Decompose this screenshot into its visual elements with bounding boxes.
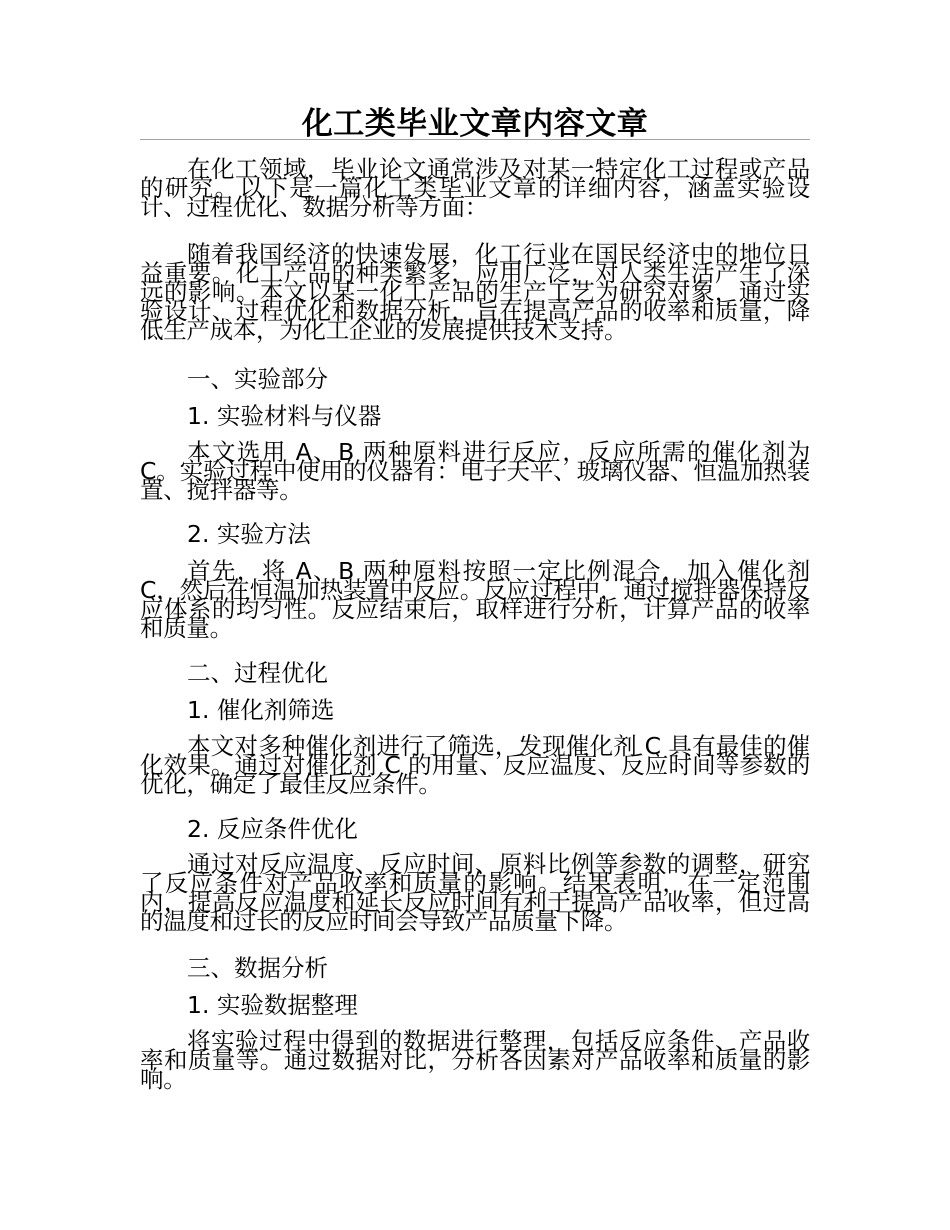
subheading-conditions: 2. 反应条件优化	[187, 815, 358, 843]
title-divider	[140, 139, 810, 140]
subheading-materials: 1. 实验材料与仪器	[187, 402, 382, 430]
materials-paragraph: 本文选用 A、B 两种原料进行反应，反应所需的催化剂为 C。实验过程中使用的仪器有：电子天平、玻璃仪器、恒温加热装置、搅拌器等。	[140, 438, 810, 504]
method-paragraph: 首先，将 A、B 两种原料按照一定比例混合，加入催化剂 C，然后在恒温加热装置中反应。反应过程中，通过搅拌器保持反应体系的均匀性。反应结束后，取样进行分析，计算产品的收率和质量。	[140, 557, 810, 642]
data-paragraph: 将实验过程中得到的数据进行整理，包括反应条件、产品收率和质量等。通过数据对比，分析各因素对产品收率和质量的影响。	[140, 1027, 810, 1093]
section-heading-optimization: 二、过程优化	[187, 659, 328, 687]
subheading-catalyst: 1. 催化剂筛选	[187, 696, 335, 724]
document-title: 化工类毕业文章内容文章	[301, 106, 649, 142]
intro-paragraph: 在化工领域，毕业论文通常涉及对某一特定化工过程或产品的研究。以下是一篇化工类毕业文章的详细内容，涵盖实验设计、过程优化、数据分析等方面：	[140, 155, 810, 221]
subheading-method: 2. 实验方法	[187, 520, 311, 548]
conditions-paragraph: 通过对反应温度、反应时间、原料比例等参数的调整，研究了反应条件对产品收率和质量的影响。结果表明，在一定范围内，提高反应温度和延长反应时间有利于提高产品收率，但过高的温度和过长的反应时间会导致产品质量下降。	[140, 850, 810, 935]
subheading-data: 1. 实验数据整理	[187, 991, 358, 1019]
catalyst-paragraph: 本文对多种催化剂进行了筛选，发现催化剂 C 具有最佳的催化效果。通过对催化剂 C 的用量、反应温度、反应时间等参数的优化，确定了最佳反应条件。	[140, 732, 810, 798]
background-paragraph: 随着我国经济的快速发展，化工行业在国民经济中的地位日益重要。化工产品的种类繁多，应用广泛，对人类生活产生了深远的影响。本文以某一化工产品的生产工艺为研究对象，通过实验设计、过程优化和数据分析，旨在提高产品的收率和质量，降低生产成本，为化工企业的发展提供技术支持。	[140, 240, 810, 344]
section-heading-analysis: 三、数据分析	[187, 954, 328, 982]
section-heading-experiment: 一、实验部分	[187, 365, 328, 393]
